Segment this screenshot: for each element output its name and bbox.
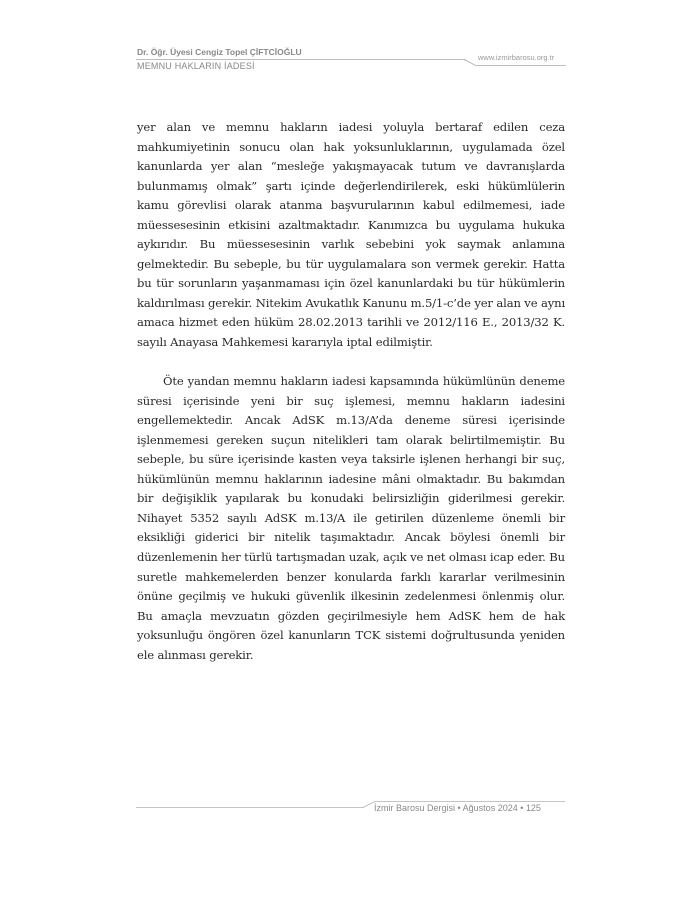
- footer-journal-info: İzmir Barosu Dergisi • Ağustos 2024 • 125: [374, 803, 541, 813]
- header-divider-slant: [464, 59, 477, 66]
- footer-divider-right: [375, 801, 565, 802]
- header-author: Dr. Öğr. Üyesi Cengiz Topel ÇİFTCİOĞLU: [137, 47, 302, 57]
- header-divider-right: [476, 65, 566, 66]
- paragraph-2: Öte yandan memnu hakların iadesi kapsamında hükümlünün deneme süresi içerisinde yeni bir suç işlemesi, memnu hakların iadesini engellemektedir. Ancak AdSK m.13/A’da deneme süresi içerisinde işlenmemesi gereken suçun nitelikleri tam olarak belirtilmemiştir. Bu sebeple, bu süre içerisinde kasten veya taksirle işlenen herhangi bir suç, hükümlünün memnu haklarının iadesine mâni olmaktadır. Bu bakımdan bir değişiklik yapılarak bu konudaki belirsizliğin giderilmesi gerekir. Nihayet 5352 sayılı AdSK m.13/A ile getirilen düzenleme önemli bir eksikliği giderici bir nitelik taşımaktadır. Ancak böylesi önemli bir düzenlemenin her türlü tartışmadan uzak, açık ve net olması icap eder. Bu suretle mahkemelerden benzer konularda farklı kararlar verilmesinin önüne geçilmiş ve hukuki güvenlik ilkesinin zedelenmesi önlenmiş olur. Bu amaçla mevzuatın gözden geçirilmesiyle hem AdSK hem de hak yoksunluğu öngören özel kanunların TCK sistemi doğrultusunda yeniden ele alınması gerekir.: [137, 374, 565, 662]
- article-body: [137, 118, 565, 665]
- header-url: www.izmirbarosu.org.tr: [478, 53, 555, 62]
- footer-divider: [136, 807, 364, 808]
- header-section-title: MEMNU HAKLARIN İADESİ: [137, 61, 255, 71]
- paragraph-1: yer alan ve memnu hakların iadesi yoluyla bertaraf edilen ceza mahkumiyetinin sonucu olan hak yoksunluklarının, uygulamada özel kanunlarda yer alan “mesleğe yakışmayacak tutum ve davranışlarda bulunmamış olmak” şartı içinde değerlendirilerek, eski hükümlülerin kamu görevlisi olarak atanma başvurularının kabul edilmemesi, iade müessesesinin etkisini azaltmaktadır. Kanımızca bu uygulama hukuka aykırıdır. Bu müessesesinin varlık sebebini yok saymak anlamına gelmektedir. Bu sebeple, bu tür uygulamalara son vermek gerekir. Hatta bu tür sorunların yaşanmaması için özel kanunlardaki bu tür hükümlerin kaldırılması gerekir. Nitekim Avukatlık Kanunu m.5/1-c’de yer alan ve aynı amaca hizmet eden hüküm 28.02.2013 tarihli ve 2012/116 E., 2013/32 K. sayılı Anayasa Mahkemesi kararıyla iptal edilmiştir.: [137, 120, 565, 350]
- header-divider: [136, 59, 466, 60]
